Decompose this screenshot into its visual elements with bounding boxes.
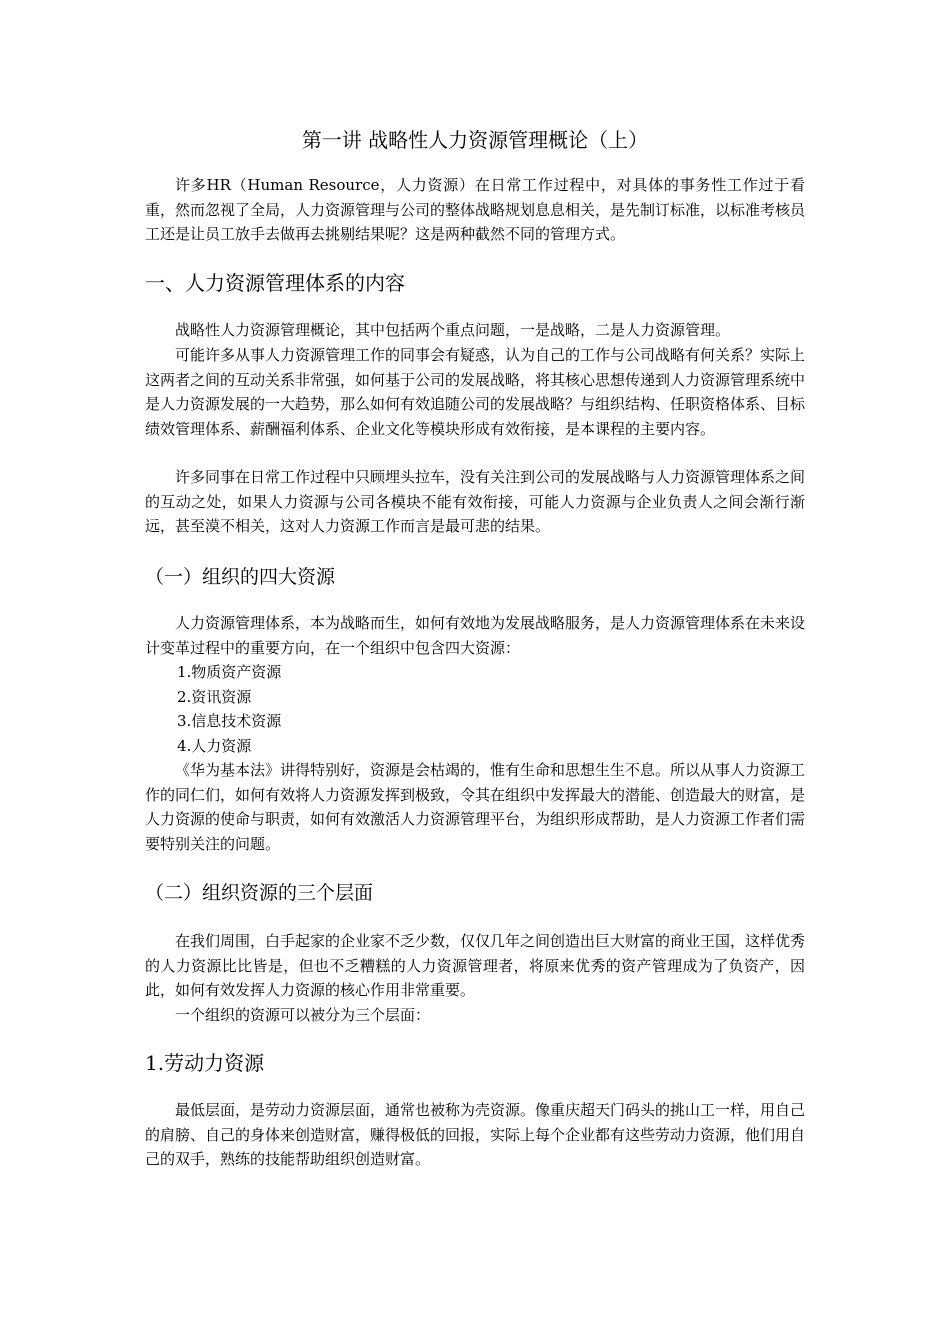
section1-paragraph-3: 许多同事在日常工作过程中只顾埋头拉车，没有关注到公司的发展战略与人力资源管理体系之间的互动之处，如果人力资源与公司各模块不能有效衔接，可能人力资源与企业负责人之间会渐行渐远，甚至漠不相关，这对人力资源工作而言是最可悲的结果。 bbox=[145, 468, 806, 535]
section-heading-4: 1.劳动力资源 bbox=[145, 1051, 265, 1075]
list-item: 1.物质资产资源 bbox=[177, 663, 282, 681]
section-heading-3: （二）组织资源的三个层面 bbox=[145, 882, 374, 904]
list-item: 3.信息技术资源 bbox=[177, 712, 282, 730]
document-title: 第一讲 战略性人力资源管理概论（上） bbox=[301, 128, 649, 152]
section1-paragraph-1: 战略性人力资源管理概论，其中包括两个重点问题，一是战略，二是人力资源管理。 bbox=[175, 321, 731, 339]
section-heading-2: （一）组织的四大资源 bbox=[145, 566, 336, 588]
section2-paragraph-1: 人力资源管理体系，本为战略而生，如何有效地为发展战略服务，是人力资源管理体系在未来设计变革过程中的重要方向，在一个组织中包含四大资源： bbox=[145, 614, 806, 657]
section-heading-1: 一、人力资源管理体系的内容 bbox=[145, 271, 405, 295]
section4-paragraph-1: 最低层面，是劳动力资源层面，通常也被称为壳资源。像重庆超天门码头的挑山工一样，用自己的肩膀、自己的身体来创造财富，赚得极低的回报，实际上每个企业都有这些劳动力资源，他们用自己的双手，熟练的技能帮助组织创造财富。 bbox=[145, 1101, 806, 1168]
section2-paragraph-2: 《华为基本法》讲得特别好，资源是会枯竭的，惟有生命和思想生生不息。所以从事人力资源工作的同仁们，如何有效将人力资源发挥到极致，令其在组织中发挥最大的潜能、创造最大的财富，是人力资源的使命与职责，如何有效激活人力资源管理平台，为组织形成帮助，是人力资源工作者们需要特别关注的问题。 bbox=[145, 761, 806, 853]
section1-paragraph-2: 可能许多从事人力资源管理工作的同事会有疑惑，认为自己的工作与公司战略有何关系？实际上这两者之间的互动关系非常强，如何基于公司的发展战略，将其核心思想传递到人力资源管理系统中是人力资源发展的一大趋势，那么如何有效追随公司的发展战略？与组织结构、任职资格体系、目标绩效管理体系、薪酬福利体系、企业文化等模块形成有效衔接，是本课程的主要内容。 bbox=[145, 346, 806, 438]
list-item: 4.人力资源 bbox=[177, 737, 252, 755]
intro-paragraph: 许多HR（Human Resource，人力资源）在日常工作过程中，对具体的事务性工作过于看重，然而忽视了全局，人力资源管理与公司的整体战略规划息息相关，是先制订标准，以标准考核员工还是让员工放手去做再去挑剔结果呢？这是两种截然不同的管理方式。 bbox=[145, 176, 806, 243]
section3-paragraph-1: 在我们周围，白手起家的企业家不乏少数，仅仅几年之间创造出巨大财富的商业王国，这样优秀的人力资源比比皆是，但也不乏糟糕的人力资源管理者，将原来优秀的资产管理成为了负资产，因此，如何有效发挥人力资源的核心作用非常重要。 bbox=[145, 932, 806, 999]
list-item: 2.资讯资源 bbox=[177, 688, 252, 706]
section3-paragraph-2: 一个组织的资源可以被分为三个层面： bbox=[175, 1006, 431, 1024]
